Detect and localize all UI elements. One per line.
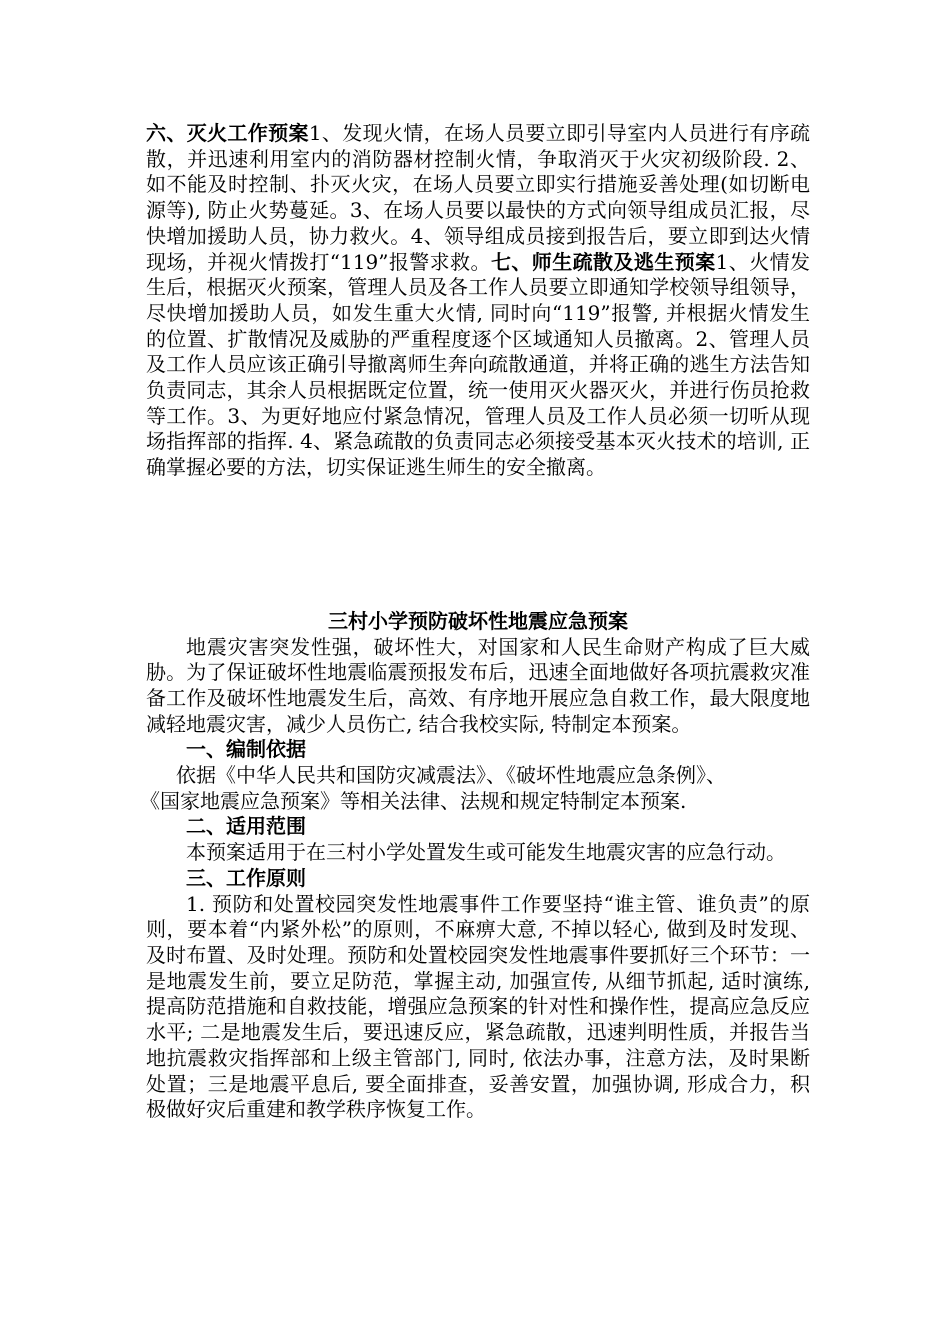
heading-principles: 三、工作原则 bbox=[186, 865, 306, 890]
earthquake-plan-title: 三村小学预防破坏性地震应急预案 bbox=[328, 608, 628, 633]
document-page bbox=[140, 121, 811, 1123]
section-6-heading: 六、灭火工作预案 bbox=[146, 121, 309, 145]
fire-plan-paragraph bbox=[146, 121, 810, 481]
section-7-heading: 七、师生疏散及逃生预案 bbox=[490, 249, 716, 274]
section-6-text: 1、发现火情，在场人员要立即引导室内人员进行有序疏散，并迅速利用室内的消防器材控制火情，争取消灭于火灾初级阶段. 2、如不能及时控制、扑灭火灾，在场人员要立即实行措施妥善处理(如切断电源等), 防止火势蔓延。3、在场人员要以最快的方式向领导组成员汇报，尽快增加援助人员，协力救火。4、领导组成员接到报告后，要立即到达火情现场，并视火情拨打“119”报警求救。 bbox=[146, 121, 811, 274]
basis-line-1: 依据《中华人民共和国防灾减震法》、《破坏性地震应急条例》、 bbox=[176, 763, 726, 788]
basis-line-2: 《国家地震应急预案》等相关法律、法规和规定特制定本预案. bbox=[140, 788, 687, 813]
scope-paragraph: 本预案适用于在三村小学处置发生或可能发生地震灾害的应急行动。 bbox=[186, 840, 786, 865]
principles-paragraph: 1. 预防和处置校园突发性地震事件工作要坚持“谁主管、谁负责”的原则，要本着“内紧外松”的原则，不麻痹大意, 不掉以轻心, 做到及时发现、及时布置、及时处理。预防和处置校园突发性地震事件要抓好三个环节：一是地震发生前，要立足防范，掌握主动, 加强宣传, 从细节抓起, 适时演练, 提高防范措施和自救技能，增强应急预案的针对性和操作性，提高应急反应水平; 二是地震发生后，要迅速反应，紧急疏散，迅速判明性质，并报告当地抗震救灾指挥部和上级主管部门, 同时, 依法办事，注意方法，及时果断处置；三是地震平息后, 要全面排查，妥善安置，加强协调, 形成合力，积极做好灾后重建和教学秩序恢复工作。 bbox=[146, 891, 810, 1122]
heading-scope: 二、适用范围 bbox=[186, 814, 306, 839]
section-7-text: 1、火情发生后，根据灭火预案，管理人员及各工作人员要立即通知学校领导组领导，尽快增加援助人员，如发生重大火情, 同时向“119”报警, 并根据火情发生的位置、扩散情况及威胁的严重程度逐个区域通知人员撤离。2、管理人员及工作人员应该正确引导撤离师生奔向疏散通道，并将正确的逃生方法告知负责同志，其余人员根据既定位置，统一使用灭火器灭火，并进行伤员抢救等工作。3、为更好地应付紧急情况，管理人员及工作人员必须一切听从现场指挥部的指挥. 4、紧急疏散的负责同志必须接受基本灭火技术的培训, 正确掌握必要的方法，切实保证逃生师生的安全撤离。 bbox=[146, 249, 811, 480]
earthquake-intro: 地震灾害突发性强，破坏性大，对国家和人民生命财产构成了巨大威胁。为了保证破坏性地震临震预报发布后，迅速全面地做好各项抗震救灾准备工作及破坏性地震发生后，高效、有序地开展应急自救工作，最大限度地减轻地震灾害，减少人员伤亡, 结合我校实际, 特制定本预案。 bbox=[146, 634, 810, 736]
page-gap bbox=[146, 481, 810, 609]
heading-basis: 一、编制依据 bbox=[186, 737, 306, 762]
